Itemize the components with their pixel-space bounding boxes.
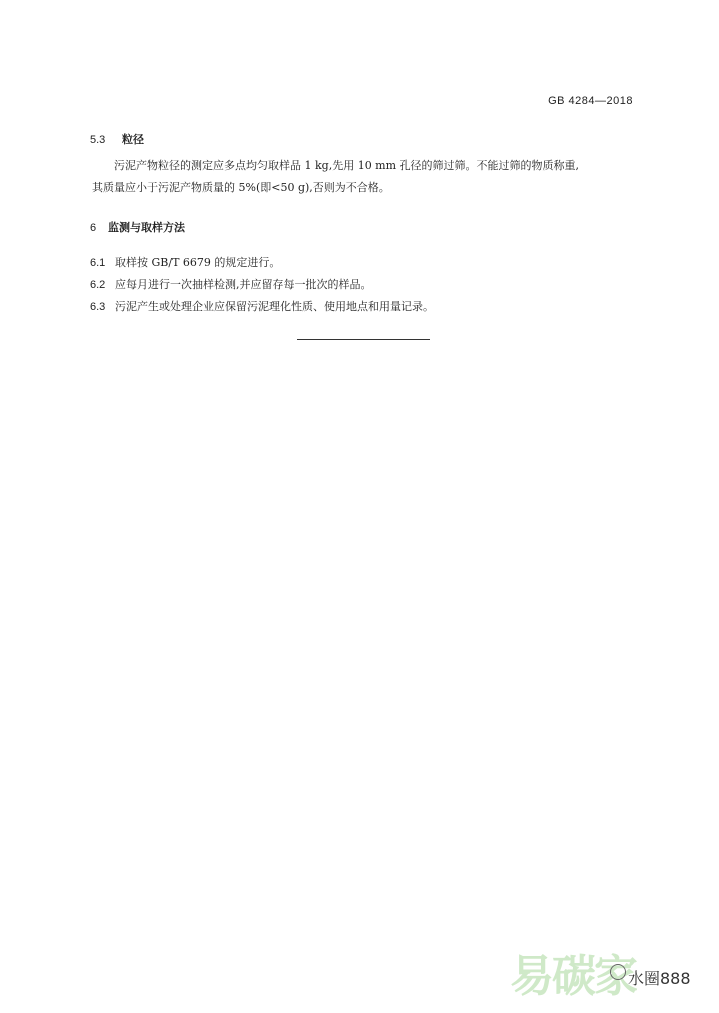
section-5-3-paragraph bbox=[92, 155, 652, 199]
item-text: 污泥产生或处理企业应保留污泥理化性质、使用地点和用量记录。 bbox=[115, 300, 434, 313]
item-number: 6.1 bbox=[90, 257, 106, 269]
paragraph-line: 污泥产物粒径的测定应多点均匀取样品 1 kg,先用 10 mm 孔径的筛过筛。不能过筛的物质称重, bbox=[114, 159, 580, 172]
watermark bbox=[510, 940, 710, 1000]
item-number: 6.2 bbox=[90, 279, 106, 291]
list-item bbox=[90, 298, 434, 314]
list-item bbox=[90, 276, 372, 292]
watermark-logo-text: 易碳家 bbox=[510, 951, 636, 1002]
list-item bbox=[90, 254, 280, 270]
item-text: 取样按 GB/T 6679 的规定进行。 bbox=[115, 256, 281, 269]
section-title: 监测与取样方法 bbox=[108, 222, 185, 234]
section-number: 6 bbox=[90, 222, 97, 234]
section-6-heading bbox=[90, 219, 185, 235]
section-number: 5.3 bbox=[90, 134, 106, 146]
wechat-icon bbox=[610, 964, 626, 980]
paragraph-line: 其质量应小于污泥产物质量的 5%(即<50 g),否则为不合格。 bbox=[92, 181, 390, 194]
standard-number: GB 4284—2018 bbox=[548, 95, 633, 107]
item-number: 6.3 bbox=[90, 301, 106, 313]
section-5-3-heading bbox=[90, 131, 144, 147]
section-title: 粒径 bbox=[122, 134, 144, 146]
watermark-account-text: 水圈888 bbox=[628, 969, 691, 988]
item-text: 应每月进行一次抽样检测,并应留存每一批次的样品。 bbox=[115, 278, 372, 291]
end-of-document-line bbox=[297, 339, 430, 340]
